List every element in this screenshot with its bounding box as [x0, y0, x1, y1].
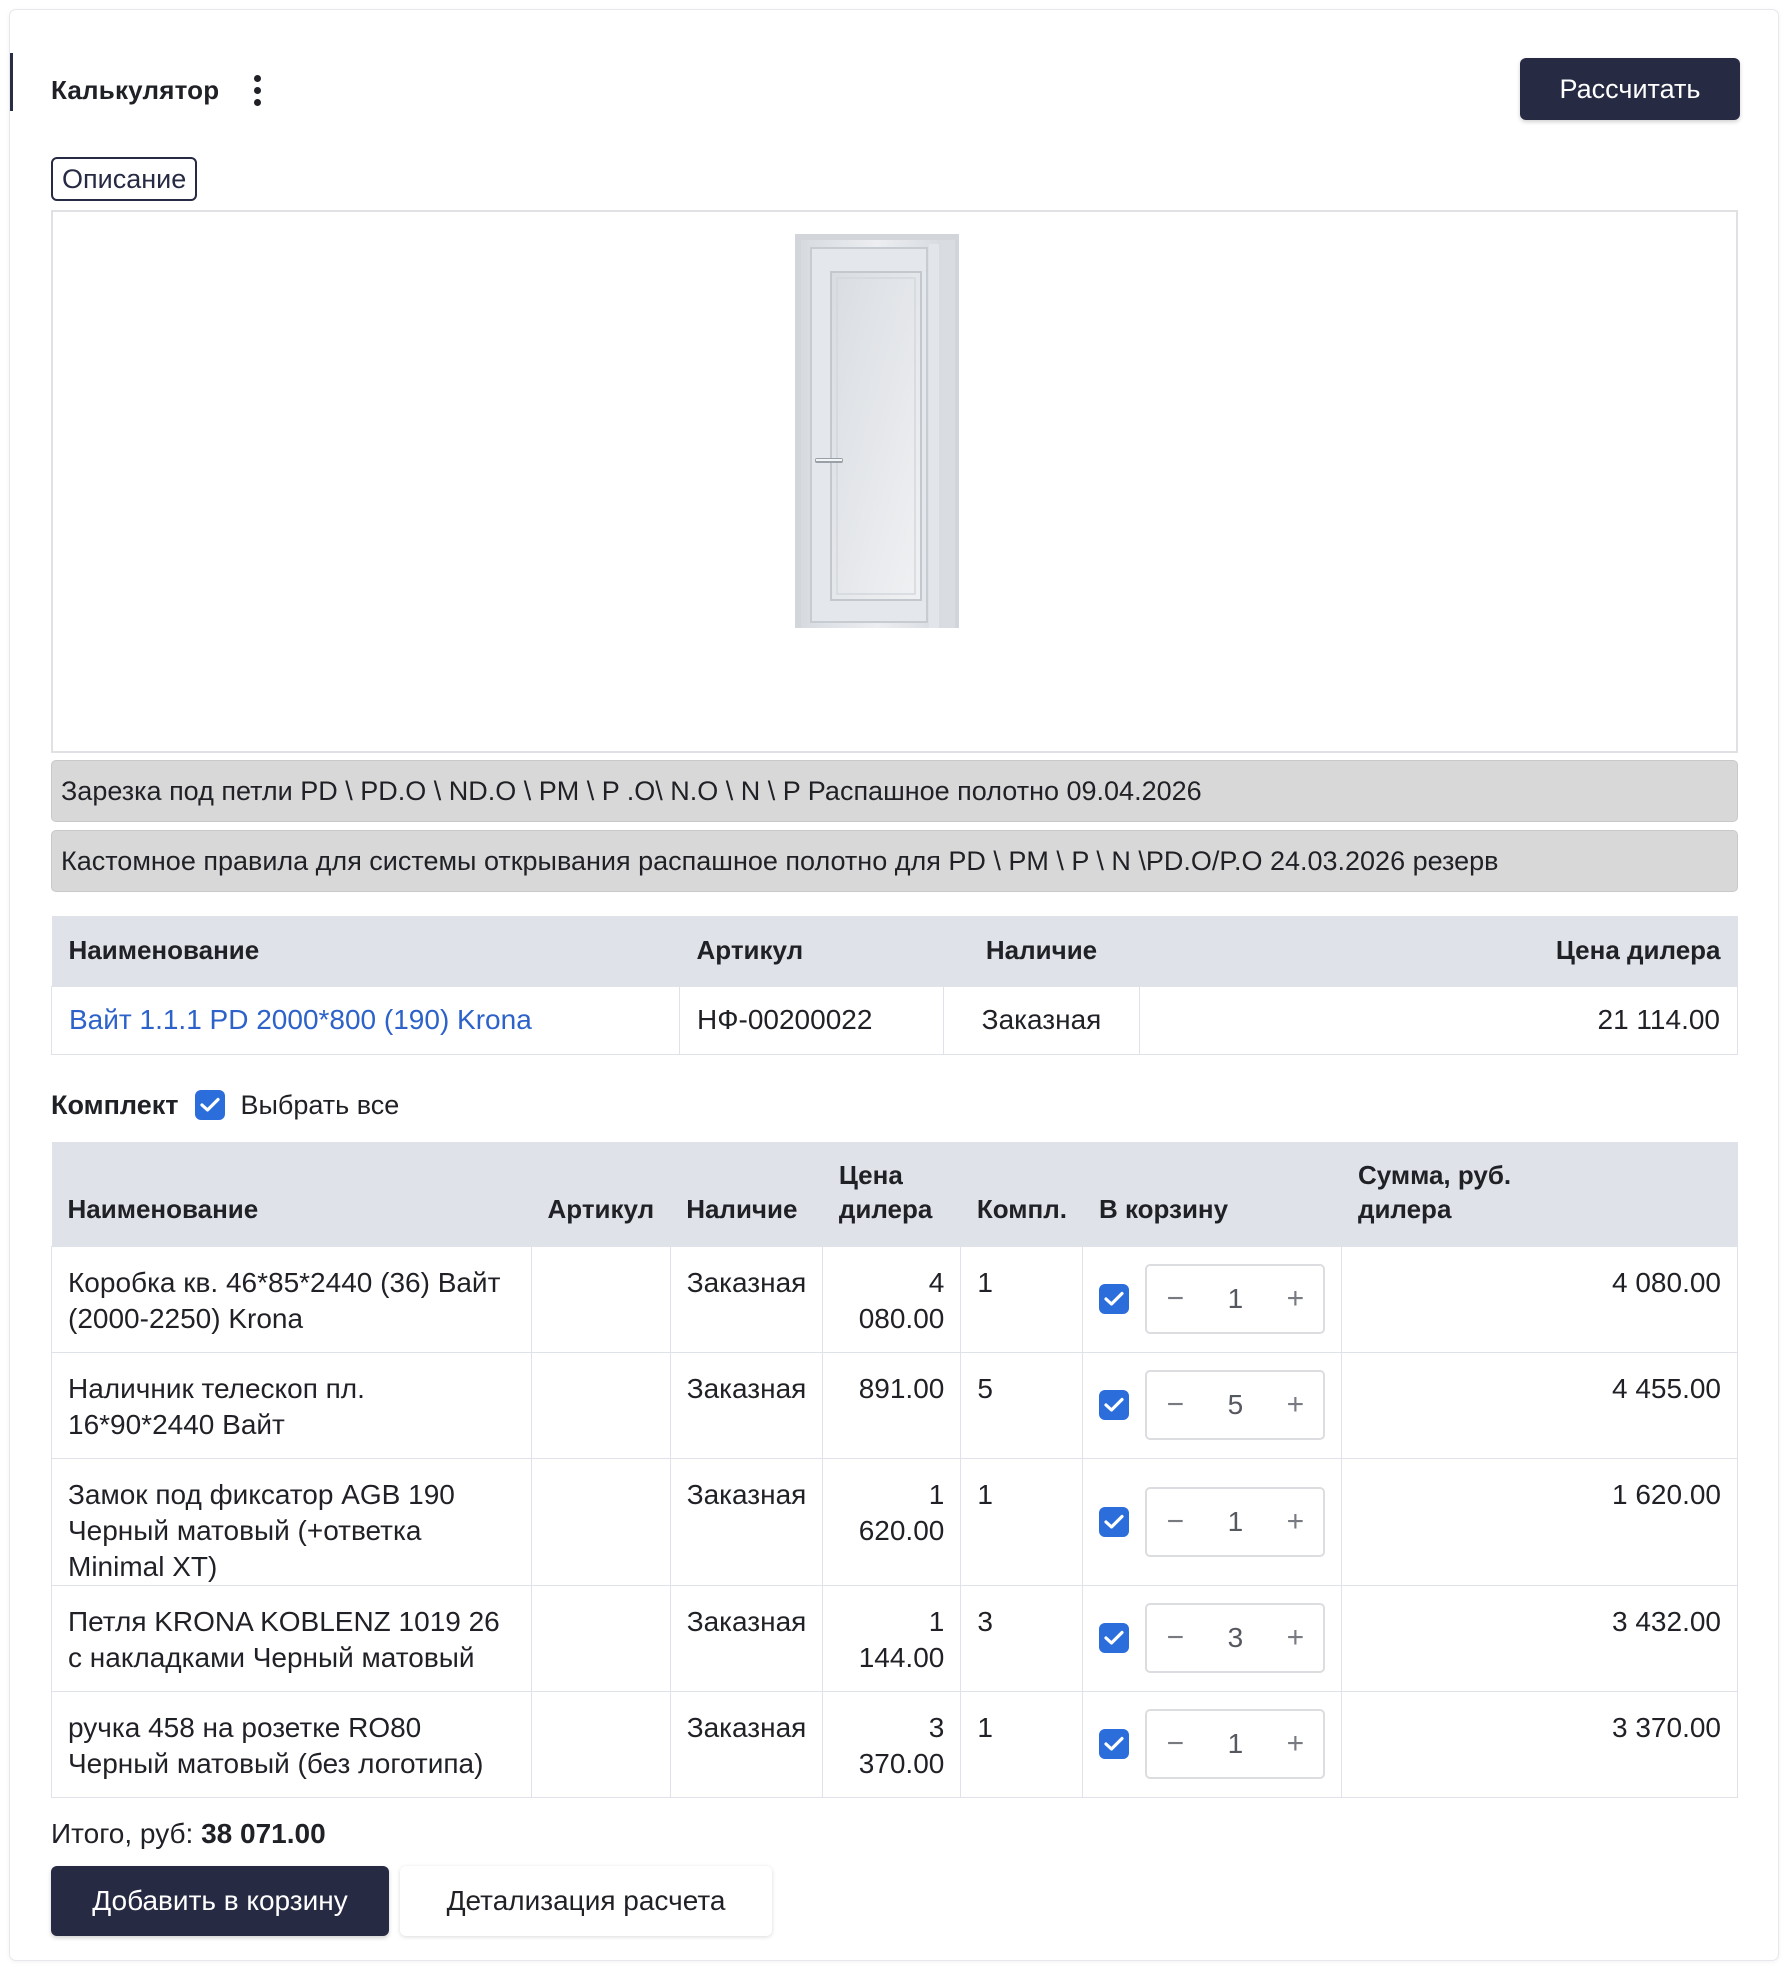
- item-qty: 5: [961, 1352, 1083, 1458]
- product-name-link[interactable]: Вайт 1.1.1 PD 2000*800 (190) Krona: [69, 1004, 532, 1035]
- select-all-label[interactable]: Выбрать все: [240, 1089, 400, 1120]
- decrement-button[interactable]: −: [1166, 1621, 1185, 1654]
- item-sku: [532, 1458, 671, 1585]
- item-availability: Заказная: [670, 1352, 823, 1458]
- item-sku: [532, 1352, 671, 1458]
- item-qty: 1: [961, 1458, 1083, 1585]
- product-image-frame: [51, 210, 1738, 753]
- cart-cell: [1083, 1352, 1342, 1458]
- item-name: Наличник телескоп пл. 16*90*2440 Вайт: [52, 1352, 532, 1458]
- product-sku: НФ-00200022: [680, 986, 944, 1054]
- decrement-button[interactable]: −: [1166, 1388, 1185, 1421]
- item-availability: Заказная: [670, 1458, 823, 1585]
- quantity-stepper: [1145, 1264, 1325, 1334]
- item-checkbox[interactable]: [1099, 1729, 1129, 1759]
- product-table: [51, 916, 1738, 1055]
- quantity-stepper: [1145, 1603, 1325, 1673]
- quantity-input[interactable]: 1: [1227, 1505, 1244, 1537]
- decrement-button[interactable]: −: [1166, 1727, 1185, 1760]
- item-checkbox[interactable]: [1099, 1284, 1129, 1314]
- item-price: 1 620.00: [823, 1458, 961, 1585]
- kit-section-header: [51, 1083, 399, 1127]
- item-checkbox[interactable]: [1099, 1623, 1129, 1653]
- table-header-row: [52, 1142, 1738, 1246]
- item-price: 4 080.00: [823, 1246, 961, 1352]
- calculate-button[interactable]: Рассчитать: [1520, 58, 1740, 120]
- item-sku: [532, 1585, 671, 1691]
- item-sum: 4 455.00: [1342, 1352, 1738, 1458]
- increment-button[interactable]: +: [1286, 1621, 1305, 1654]
- checkmark-icon: [1104, 1514, 1124, 1530]
- column-header-price: Цена дилера: [1140, 916, 1738, 986]
- kebab-menu-icon[interactable]: [245, 70, 269, 110]
- quantity-input[interactable]: 5: [1227, 1389, 1244, 1420]
- item-name: Коробка кв. 46*85*2440 (36) Вайт (2000-2250) Krona: [52, 1246, 532, 1352]
- calculator-header: [51, 58, 1740, 122]
- table-row: [52, 1352, 1738, 1458]
- item-checkbox[interactable]: [1099, 1507, 1129, 1537]
- cart-cell: [1083, 1585, 1342, 1691]
- total-line: [51, 1818, 326, 1850]
- total-value: 38 071.00: [201, 1818, 326, 1849]
- active-indicator: [10, 53, 13, 111]
- column-header-price: Цена дилера: [823, 1142, 961, 1246]
- column-header-sum: Сумма, руб. дилера: [1342, 1142, 1738, 1246]
- item-sku: [532, 1691, 671, 1797]
- item-price: 1 144.00: [823, 1585, 961, 1691]
- quantity-input[interactable]: 1: [1227, 1728, 1244, 1759]
- item-sum: 1 620.00: [1342, 1458, 1738, 1585]
- table-row: [52, 986, 1738, 1054]
- product-name-cell: [52, 986, 680, 1054]
- checkmark-icon: [1104, 1630, 1124, 1646]
- cart-cell: [1083, 1691, 1342, 1797]
- column-header-availability: Наличие: [944, 916, 1140, 986]
- cart-cell: [1083, 1458, 1342, 1585]
- column-header-cart: В корзину: [1083, 1142, 1342, 1246]
- decrement-button[interactable]: −: [1166, 1504, 1185, 1538]
- item-qty: 1: [961, 1691, 1083, 1797]
- increment-button[interactable]: +: [1286, 1282, 1305, 1315]
- item-sum: 4 080.00: [1342, 1246, 1738, 1352]
- item-name: Петля KRONA KOBLENZ 1019 26 с накладками Черный матовый: [52, 1585, 532, 1691]
- item-name: Замок под фиксатор AGB 190 Черный матовый (+ответка Minimal XT): [52, 1458, 532, 1585]
- product-price: 21 114.00: [1140, 986, 1738, 1054]
- quantity-input[interactable]: 1: [1227, 1283, 1244, 1314]
- add-to-cart-button[interactable]: Добавить в корзину: [51, 1866, 389, 1936]
- page-title: Калькулятор: [51, 74, 220, 105]
- quantity-stepper: [1145, 1370, 1325, 1440]
- cart-cell: [1083, 1246, 1342, 1352]
- table-row: [52, 1691, 1738, 1797]
- calculator-card: [10, 10, 1778, 1960]
- rule-item: Кастомное правила для системы открывания распашное полотно для PD \ PM \ P \ N \PD.O/P.O 24.03.2026 резерв: [51, 830, 1738, 892]
- checkmark-icon: [200, 1097, 220, 1113]
- item-qty: 3: [961, 1585, 1083, 1691]
- item-sum: 3 370.00: [1342, 1691, 1738, 1797]
- decrement-button[interactable]: −: [1166, 1282, 1185, 1315]
- table-header-row: [52, 916, 1738, 986]
- item-sku: [532, 1246, 671, 1352]
- item-sum: 3 432.00: [1342, 1585, 1738, 1691]
- total-label: Итого, руб:: [51, 1818, 194, 1849]
- column-header-availability: Наличие: [670, 1142, 823, 1246]
- rule-item: Зарезка под петли PD \ PD.O \ ND.O \ PM \ P .O\ N.O \ N \ P Распашное полотно 09.04.2026: [51, 760, 1738, 822]
- item-qty: 1: [961, 1246, 1083, 1352]
- quantity-input[interactable]: 3: [1227, 1622, 1244, 1653]
- table-row: [52, 1458, 1738, 1585]
- door-image: [795, 234, 959, 628]
- column-header-name: Наименование: [52, 916, 680, 986]
- kit-label: Комплект: [51, 1089, 179, 1120]
- checkmark-icon: [1104, 1291, 1124, 1307]
- item-availability: Заказная: [670, 1585, 823, 1691]
- item-availability: Заказная: [670, 1246, 823, 1352]
- column-header-name: Наименование: [52, 1142, 532, 1246]
- column-header-sku: Артикул: [680, 916, 944, 986]
- item-name: ручка 458 на розетке RO80 Черный матовый (без логотипа): [52, 1691, 532, 1797]
- column-header-sku: Артикул: [532, 1142, 671, 1246]
- checkmark-icon: [1104, 1397, 1124, 1413]
- column-header-qty: Компл.: [961, 1142, 1083, 1246]
- quantity-stepper: [1145, 1487, 1325, 1557]
- select-all-checkbox[interactable]: [195, 1090, 225, 1120]
- increment-button[interactable]: +: [1286, 1504, 1305, 1538]
- product-availability: Заказная: [944, 986, 1140, 1054]
- table-row: [52, 1246, 1738, 1352]
- table-row: [52, 1585, 1738, 1691]
- kit-table: [51, 1142, 1738, 1798]
- item-checkbox[interactable]: [1099, 1390, 1129, 1420]
- item-availability: Заказная: [670, 1691, 823, 1797]
- checkmark-icon: [1104, 1736, 1124, 1752]
- increment-button[interactable]: +: [1286, 1727, 1305, 1760]
- increment-button[interactable]: +: [1286, 1388, 1305, 1421]
- calculation-details-button[interactable]: Детализация расчета: [400, 1866, 772, 1936]
- quantity-stepper: [1145, 1709, 1325, 1779]
- description-tab[interactable]: Описание: [51, 157, 197, 201]
- item-price: 891.00: [823, 1352, 961, 1458]
- item-price: 3 370.00: [823, 1691, 961, 1797]
